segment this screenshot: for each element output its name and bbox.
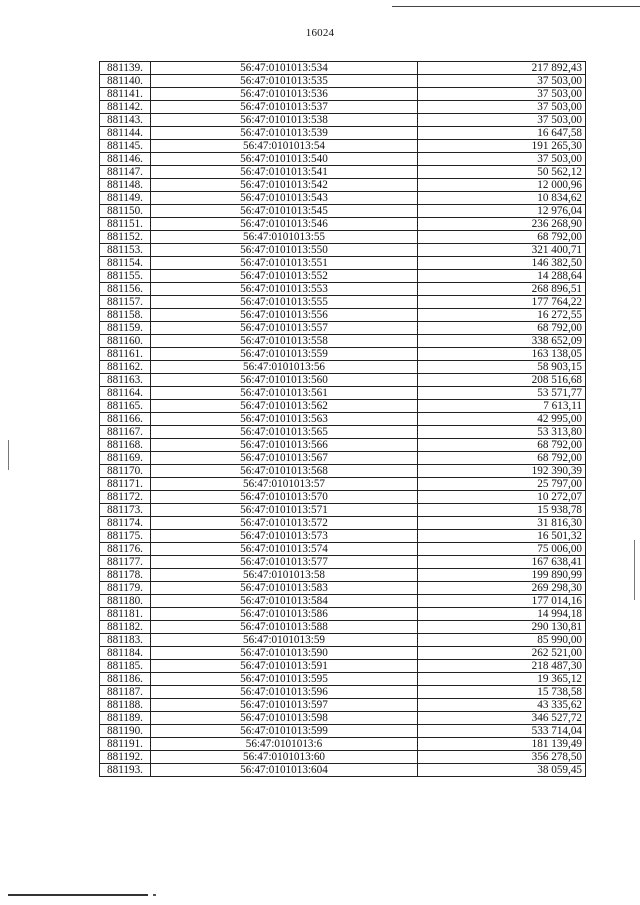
row-number: 881149.: [100, 192, 151, 205]
table-row: [100, 504, 586, 517]
cadastral-value: 58 903,15: [418, 361, 586, 374]
cadastral-value: 192 390,39: [418, 465, 586, 478]
cadastral-number: 56:47:0101013:583: [151, 582, 418, 595]
cadastral-number: 56:47:0101013:553: [151, 283, 418, 296]
table-row: [100, 166, 586, 179]
cadastral-number: 56:47:0101013:54: [151, 140, 418, 153]
table-row: [100, 608, 586, 621]
table-row: [100, 205, 586, 218]
cadastral-value: 37 503,00: [418, 88, 586, 101]
table-row: [100, 647, 586, 660]
cadastral-number: 56:47:0101013:536: [151, 88, 418, 101]
table-row: [100, 686, 586, 699]
cadastral-number: 56:47:0101013:584: [151, 595, 418, 608]
cadastral-number: 56:47:0101013:59: [151, 634, 418, 647]
cadastral-value: 53 571,77: [418, 387, 586, 400]
cadastral-value: 85 990,00: [418, 634, 586, 647]
row-number: 881174.: [100, 517, 151, 530]
table-row: [100, 296, 586, 309]
cadastral-value: 181 139,49: [418, 738, 586, 751]
row-number: 881170.: [100, 465, 151, 478]
cadastral-value: 290 130,81: [418, 621, 586, 634]
table-row: [100, 218, 586, 231]
cadastral-value: 19 365,12: [418, 673, 586, 686]
table-row: [100, 426, 586, 439]
cadastral-number: 56:47:0101013:599: [151, 725, 418, 738]
row-number: 881179.: [100, 582, 151, 595]
cadastral-value: 163 138,05: [418, 348, 586, 361]
table-row: [100, 452, 586, 465]
cadastral-value: 177 014,16: [418, 595, 586, 608]
row-number: 881180.: [100, 595, 151, 608]
table-row: [100, 153, 586, 166]
row-number: 881193.: [100, 764, 151, 777]
row-number: 881143.: [100, 114, 151, 127]
table-row: [100, 75, 586, 88]
bottom-mark: [153, 894, 156, 896]
cadastral-value: 217 892,43: [418, 62, 586, 75]
cadastral-value: 15 738,58: [418, 686, 586, 699]
margin-mark-right: [634, 540, 635, 600]
cadastral-value: 236 268,90: [418, 218, 586, 231]
cadastral-number: 56:47:0101013:563: [151, 413, 418, 426]
row-number: 881161.: [100, 348, 151, 361]
cadastral-value: 68 792,00: [418, 231, 586, 244]
row-number: 881153.: [100, 244, 151, 257]
cadastral-number: 56:47:0101013:545: [151, 205, 418, 218]
cadastral-number: 56:47:0101013:597: [151, 699, 418, 712]
row-number: 881187.: [100, 686, 151, 699]
cadastral-value: 12 976,04: [418, 205, 586, 218]
table-row: [100, 179, 586, 192]
cadastral-value: 50 562,12: [418, 166, 586, 179]
cadastral-value: 177 764,22: [418, 296, 586, 309]
top-rule: [392, 6, 640, 7]
table-row: [100, 543, 586, 556]
cadastral-value: 218 487,30: [418, 660, 586, 673]
table-row: [100, 309, 586, 322]
row-number: 881163.: [100, 374, 151, 387]
row-number: 881190.: [100, 725, 151, 738]
cadastral-number: 56:47:0101013:56: [151, 361, 418, 374]
cadastral-value: 262 521,00: [418, 647, 586, 660]
cadastral-value: 268 896,51: [418, 283, 586, 296]
row-number: 881160.: [100, 335, 151, 348]
cadastral-number: 56:47:0101013:60: [151, 751, 418, 764]
cadastral-number: 56:47:0101013:598: [151, 712, 418, 725]
table-row: [100, 257, 586, 270]
table-row: [100, 465, 586, 478]
table-row: [100, 400, 586, 413]
cadastral-value: 14 288,64: [418, 270, 586, 283]
row-number: 881181.: [100, 608, 151, 621]
cadastral-number: 56:47:0101013:572: [151, 517, 418, 530]
cadastral-number: 56:47:0101013:591: [151, 660, 418, 673]
cadastral-number: 56:47:0101013:558: [151, 335, 418, 348]
cadastral-number: 56:47:0101013:550: [151, 244, 418, 257]
cadastral-number: 56:47:0101013:58: [151, 569, 418, 582]
table-row: [100, 517, 586, 530]
cadastral-value: 75 006,00: [418, 543, 586, 556]
cadastral-number: 56:47:0101013:542: [151, 179, 418, 192]
table-row: [100, 114, 586, 127]
row-number: 881159.: [100, 322, 151, 335]
row-number: 881178.: [100, 569, 151, 582]
row-number: 881165.: [100, 400, 151, 413]
cadastral-value: 10 272,07: [418, 491, 586, 504]
cadastral-number: 56:47:0101013:574: [151, 543, 418, 556]
table-row: [100, 491, 586, 504]
row-number: 881146.: [100, 153, 151, 166]
cadastral-value: 199 890,99: [418, 569, 586, 582]
row-number: 881184.: [100, 647, 151, 660]
row-number: 881166.: [100, 413, 151, 426]
table-row: [100, 335, 586, 348]
cadastral-value: 533 714,04: [418, 725, 586, 738]
cadastral-value: 16 272,55: [418, 309, 586, 322]
row-number: 881189.: [100, 712, 151, 725]
cadastral-value: 37 503,00: [418, 153, 586, 166]
table-row: [100, 283, 586, 296]
table-row: [100, 192, 586, 205]
cadastral-number: 56:47:0101013:568: [151, 465, 418, 478]
cadastral-number: 56:47:0101013:541: [151, 166, 418, 179]
cadastral-value: 37 503,00: [418, 114, 586, 127]
row-number: 881142.: [100, 101, 151, 114]
table-row: [100, 140, 586, 153]
cadastral-value: 146 382,50: [418, 257, 586, 270]
cadastral-value: 14 994,18: [418, 608, 586, 621]
cadastral-number: 56:47:0101013:556: [151, 309, 418, 322]
table-row: [100, 595, 586, 608]
cadastral-number: 56:47:0101013:566: [151, 439, 418, 452]
cadastral-value: 31 816,30: [418, 517, 586, 530]
cadastral-number: 56:47:0101013:543: [151, 192, 418, 205]
table-row: [100, 270, 586, 283]
cadastral-value: 38 059,45: [418, 764, 586, 777]
cadastral-value: 338 652,09: [418, 335, 586, 348]
cadastral-number: 56:47:0101013:538: [151, 114, 418, 127]
cadastral-number: 56:47:0101013:540: [151, 153, 418, 166]
row-number: 881147.: [100, 166, 151, 179]
cadastral-value: 43 335,62: [418, 699, 586, 712]
cadastral-number: 56:47:0101013:596: [151, 686, 418, 699]
row-number: 881169.: [100, 452, 151, 465]
cadastral-number: 56:47:0101013:534: [151, 62, 418, 75]
bottom-rule: [8, 894, 148, 896]
cadastral-value: 10 834,62: [418, 192, 586, 205]
table-row: [100, 530, 586, 543]
row-number: 881162.: [100, 361, 151, 374]
row-number: 881191.: [100, 738, 151, 751]
table-row: [100, 244, 586, 257]
row-number: 881175.: [100, 530, 151, 543]
row-number: 881182.: [100, 621, 151, 634]
row-number: 881154.: [100, 257, 151, 270]
table-row: [100, 374, 586, 387]
cadastral-number: 56:47:0101013:551: [151, 257, 418, 270]
table-row: [100, 738, 586, 751]
cadastral-value: 12 000,96: [418, 179, 586, 192]
row-number: 881192.: [100, 751, 151, 764]
row-number: 881144.: [100, 127, 151, 140]
row-number: 881188.: [100, 699, 151, 712]
cadastral-number: 56:47:0101013:565: [151, 426, 418, 439]
cadastral-number: 56:47:0101013:539: [151, 127, 418, 140]
margin-mark-left: [8, 440, 9, 470]
row-number: 881141.: [100, 88, 151, 101]
cadastral-number: 56:47:0101013:57: [151, 478, 418, 491]
page-number: 16024: [305, 27, 335, 39]
row-number: 881183.: [100, 634, 151, 647]
cadastral-number: 56:47:0101013:557: [151, 322, 418, 335]
cadastral-number: 56:47:0101013:567: [151, 452, 418, 465]
cadastral-number: 56:47:0101013:537: [151, 101, 418, 114]
row-number: 881157.: [100, 296, 151, 309]
cadastral-value: 15 938,78: [418, 504, 586, 517]
table-row: [100, 101, 586, 114]
row-number: 881164.: [100, 387, 151, 400]
row-number: 881158.: [100, 309, 151, 322]
row-number: 881186.: [100, 673, 151, 686]
table-row: [100, 660, 586, 673]
cadastral-number: 56:47:0101013:535: [151, 75, 418, 88]
cadastral-number: 56:47:0101013:555: [151, 296, 418, 309]
row-number: 881150.: [100, 205, 151, 218]
row-number: 881172.: [100, 491, 151, 504]
cadastral-value: 42 995,00: [418, 413, 586, 426]
row-number: 881139.: [100, 62, 151, 75]
table-row: [100, 361, 586, 374]
row-number: 881168.: [100, 439, 151, 452]
cadastral-number: 56:47:0101013:588: [151, 621, 418, 634]
records-table: [99, 61, 586, 777]
cadastral-value: 37 503,00: [418, 101, 586, 114]
table-row: [100, 348, 586, 361]
table-row: [100, 478, 586, 491]
cadastral-value: 346 527,72: [418, 712, 586, 725]
row-number: 881171.: [100, 478, 151, 491]
table-row: [100, 127, 586, 140]
cadastral-value: 68 792,00: [418, 322, 586, 335]
row-number: 881177.: [100, 556, 151, 569]
cadastral-number: 56:47:0101013:595: [151, 673, 418, 686]
table-row: [100, 621, 586, 634]
cadastral-value: 321 400,71: [418, 244, 586, 257]
cadastral-value: 25 797,00: [418, 478, 586, 491]
row-number: 881140.: [100, 75, 151, 88]
cadastral-value: 53 313,80: [418, 426, 586, 439]
table-row: [100, 712, 586, 725]
cadastral-value: 16 647,58: [418, 127, 586, 140]
table-row: [100, 231, 586, 244]
cadastral-number: 56:47:0101013:560: [151, 374, 418, 387]
row-number: 881176.: [100, 543, 151, 556]
cadastral-value: 269 298,30: [418, 582, 586, 595]
table-row: [100, 634, 586, 647]
cadastral-value: 191 265,30: [418, 140, 586, 153]
cadastral-value: 356 278,50: [418, 751, 586, 764]
cadastral-number: 56:47:0101013:577: [151, 556, 418, 569]
cadastral-number: 56:47:0101013:561: [151, 387, 418, 400]
cadastral-number: 56:47:0101013:590: [151, 647, 418, 660]
table-row: [100, 569, 586, 582]
table-row: [100, 439, 586, 452]
table-row: [100, 62, 586, 75]
cadastral-number: 56:47:0101013:586: [151, 608, 418, 621]
table-row: [100, 556, 586, 569]
row-number: 881185.: [100, 660, 151, 673]
cadastral-value: 68 792,00: [418, 439, 586, 452]
cadastral-value: 16 501,32: [418, 530, 586, 543]
table-row: [100, 413, 586, 426]
row-number: 881167.: [100, 426, 151, 439]
row-number: 881173.: [100, 504, 151, 517]
cadastral-value: 167 638,41: [418, 556, 586, 569]
row-number: 881152.: [100, 231, 151, 244]
table-row: [100, 764, 586, 777]
cadastral-value: 7 613,11: [418, 400, 586, 413]
cadastral-number: 56:47:0101013:546: [151, 218, 418, 231]
table-row: [100, 322, 586, 335]
cadastral-number: 56:47:0101013:570: [151, 491, 418, 504]
cadastral-value: 37 503,00: [418, 75, 586, 88]
cadastral-number: 56:47:0101013:6: [151, 738, 418, 751]
cadastral-number: 56:47:0101013:571: [151, 504, 418, 517]
cadastral-number: 56:47:0101013:562: [151, 400, 418, 413]
table-row: [100, 751, 586, 764]
table-row: [100, 725, 586, 738]
table-row: [100, 673, 586, 686]
cadastral-number: 56:47:0101013:604: [151, 764, 418, 777]
row-number: 881151.: [100, 218, 151, 231]
table-row: [100, 582, 586, 595]
row-number: 881156.: [100, 283, 151, 296]
row-number: 881148.: [100, 179, 151, 192]
row-number: 881145.: [100, 140, 151, 153]
table-row: [100, 387, 586, 400]
cadastral-number: 56:47:0101013:55: [151, 231, 418, 244]
row-number: 881155.: [100, 270, 151, 283]
cadastral-number: 56:47:0101013:559: [151, 348, 418, 361]
cadastral-number: 56:47:0101013:552: [151, 270, 418, 283]
table-row: [100, 699, 586, 712]
records-body: [100, 62, 586, 777]
table-row: [100, 88, 586, 101]
cadastral-number: 56:47:0101013:573: [151, 530, 418, 543]
cadastral-value: 68 792,00: [418, 452, 586, 465]
cadastral-value: 208 516,68: [418, 374, 586, 387]
